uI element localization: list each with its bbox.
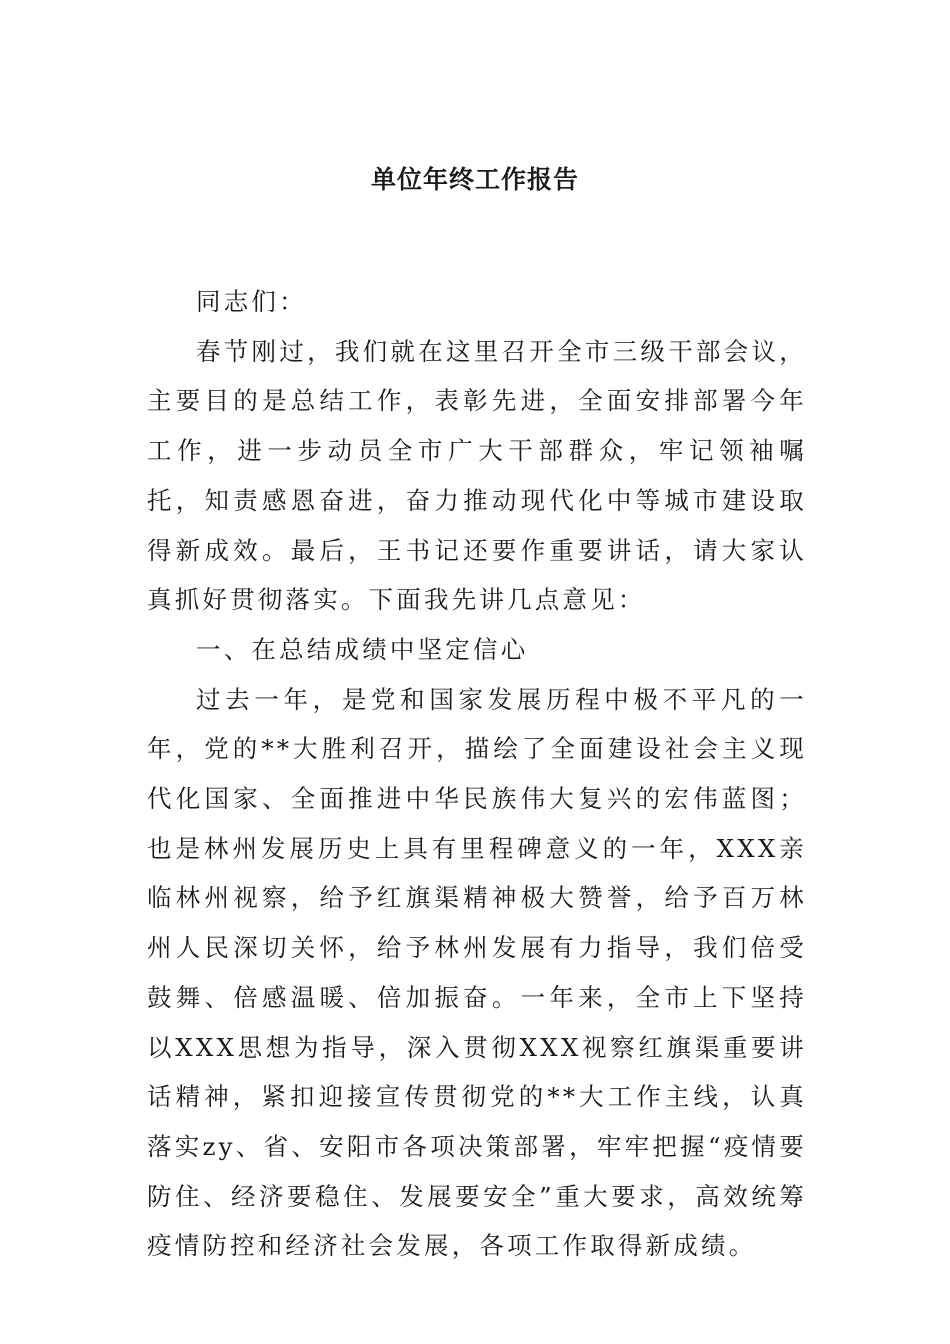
document-title: 单位年终工作报告 — [370, 165, 579, 194]
salutation-paragraph: 同志们： — [196, 287, 307, 316]
intro-paragraph: 春节刚过，我们就在这里召开全市三级干部会议，主要目的是总结工作，表彰先进，全面安排部署今年工作，进一步动员全市广大干部群众，牢记领袖嘱托，知责感恩奋进，奋力推动现代化中等城市建设取得新成效。最后，王书记还要作重要讲话，请大家认真抓好贯彻落实。下面我先讲几点意见： — [147, 336, 807, 615]
body-paragraph: 过去一年，是党和国家发展历程中极不平凡的一年，党的**大胜利召开，描绘了全面建设社会主义现代化国家、全面推进中华民族伟大复兴的宏伟蓝图；也是林州发展历史上具有里程碑意义的一年，XXX亲临林州视察，给予红旗渠精神极大赞誉，给予百万林州人民深切关怀，给予林州发展有力指导，我们倍受鼓舞、倍感温暖、倍加振奋。一年来，全市上下坚持以XXX思想为指导，深入贯彻XXX视察红旗渠重要讲话精神，紧扣迎接宣传贯彻党的**大工作主线，认真落实zy、省、安阳市各项决策部署，牢牢把握“疫情要防住、经济要稳住、发展要安全”重大要求，高效统筹疫情防控和经济社会发展，各项工作取得新成绩。 — [147, 684, 807, 1261]
document-body — [147, 277, 807, 1271]
section-heading: 一、在总结成绩中坚定信心 — [196, 634, 529, 664]
